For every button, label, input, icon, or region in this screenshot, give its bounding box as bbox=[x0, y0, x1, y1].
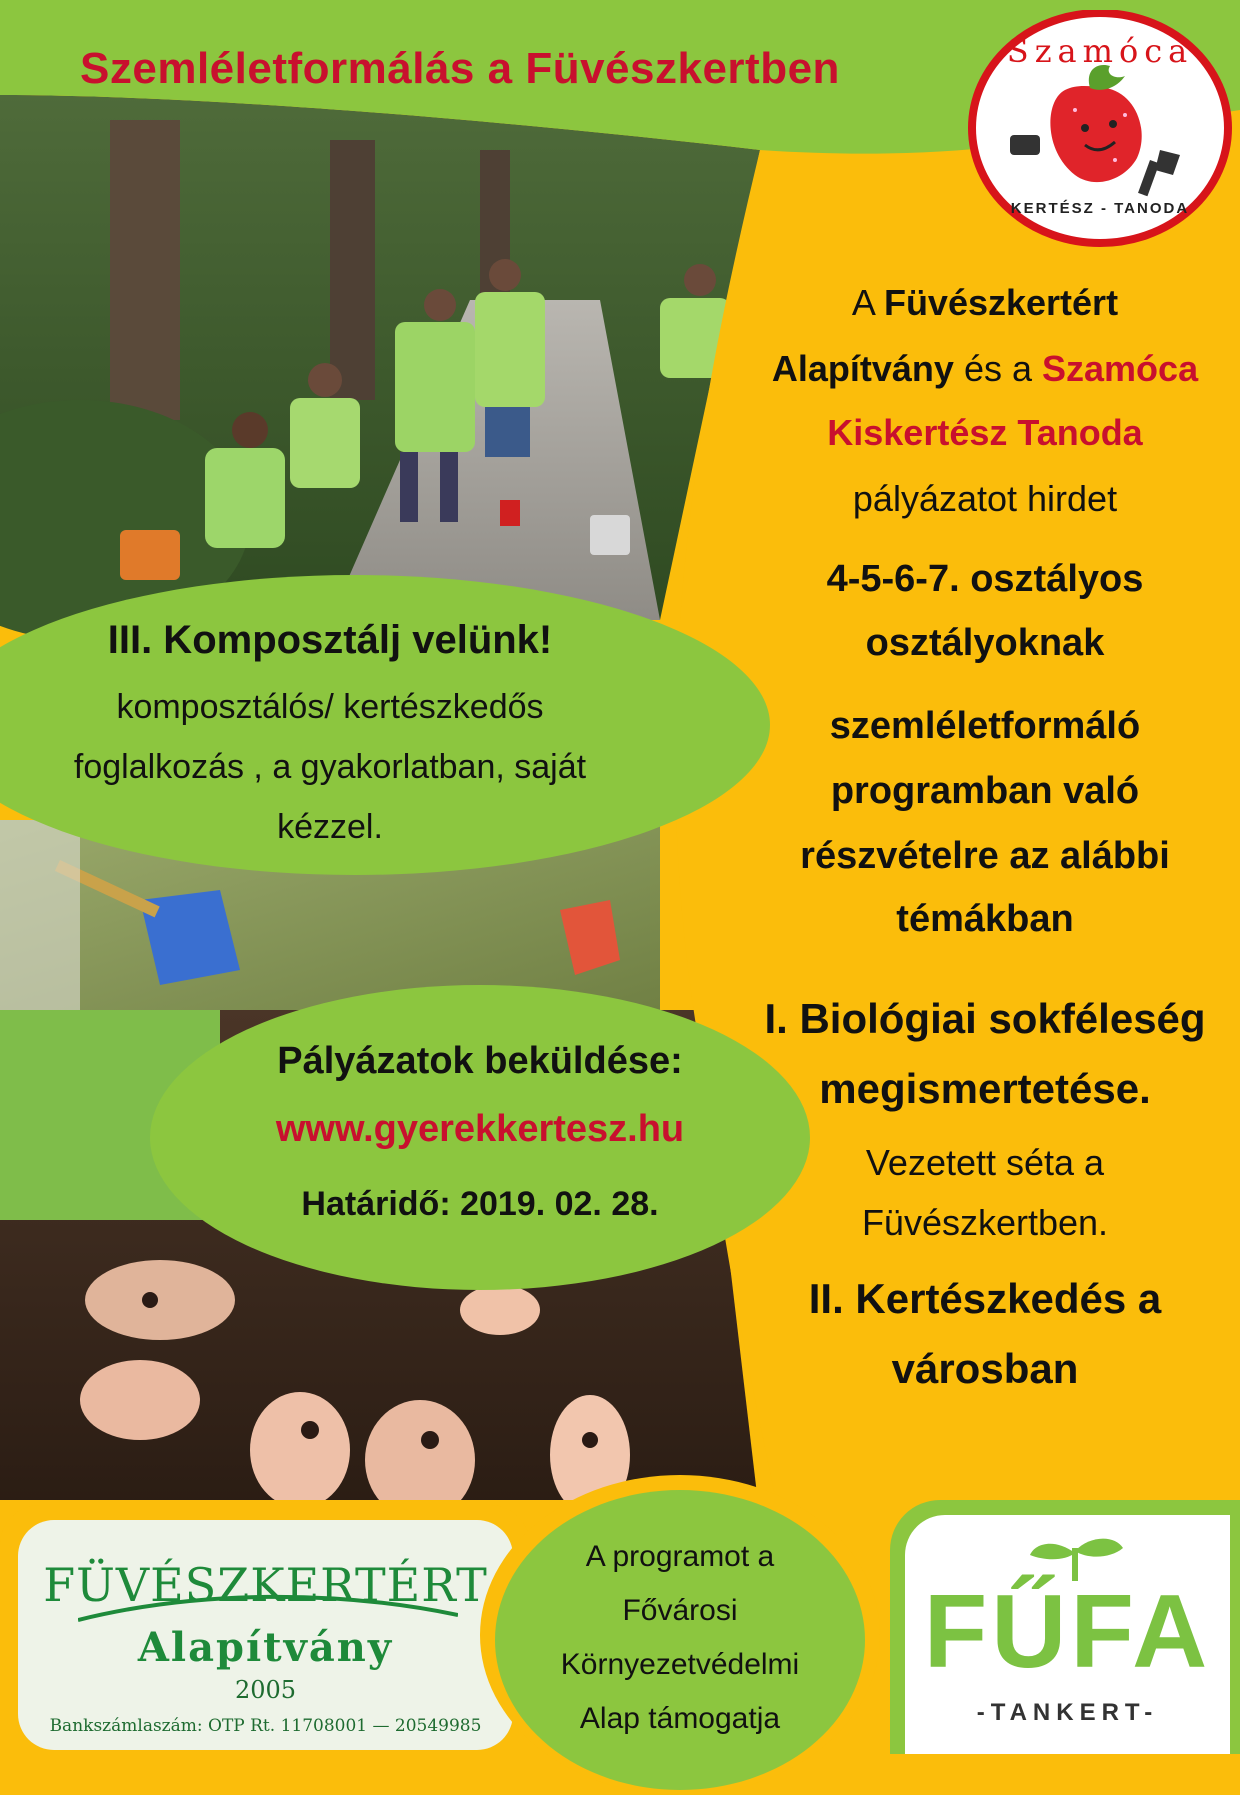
intro-foundation-word: Alapítvány bbox=[771, 348, 954, 389]
funder-line-4: Alap támogatja bbox=[579, 1702, 781, 1735]
topic3-desc-line-2: foglalkozás , a gyakorlatban, saját bbox=[73, 748, 587, 786]
fuveszkertert-bank-account: Bankszámlaszám: OTP Rt. 11708001 — 20549985 bbox=[49, 1716, 482, 1736]
fuveszkertert-logo-sub: Alapítvány bbox=[137, 1624, 394, 1671]
program-line-1: szemléletformáló bbox=[829, 705, 1141, 747]
topic1-desc-line-2: Füvészkertben. bbox=[861, 1202, 1109, 1243]
intro-szamoca: Szamóca bbox=[1042, 348, 1199, 389]
intro-prefix: A bbox=[851, 282, 884, 323]
fuveszkertert-logo-year: 2005 bbox=[234, 1676, 297, 1704]
intro-line-2 bbox=[740, 348, 1230, 390]
fuveszkertert-logo-name: FÜVÉSZKERTÉRT bbox=[43, 1558, 488, 1612]
topic1-desc-line-1: Vezetett séta a bbox=[865, 1142, 1105, 1183]
program-line-3: részvételre az alábbi bbox=[800, 835, 1170, 877]
szamoca-logo bbox=[965, 10, 1235, 250]
fuveszkertert-logo bbox=[18, 1520, 513, 1750]
topic3-title: III. Komposztálj velünk! bbox=[107, 618, 553, 662]
fufa-logo bbox=[905, 1515, 1230, 1754]
submission-label: Pályázatok beküldése: bbox=[277, 1040, 683, 1082]
szamoca-logo-title: Szamóca bbox=[1006, 32, 1194, 70]
target-classes: osztályoknak bbox=[865, 622, 1105, 664]
intro-school-name: Kiskertész Tanoda bbox=[827, 412, 1143, 453]
funder-circle bbox=[495, 1490, 865, 1790]
submission-url[interactable]: www.gyerekkertesz.hu bbox=[275, 1108, 685, 1150]
intro-line-1 bbox=[740, 282, 1230, 324]
szamoca-logo-subtitle: KERTÉSZ - TANODA bbox=[1010, 200, 1190, 217]
funder-line-1: A programot a bbox=[585, 1540, 775, 1573]
topic2-title-line-2: városban bbox=[891, 1345, 1079, 1392]
intro-announcement: pályázatot hirdet bbox=[852, 478, 1118, 519]
topic3-desc-line-1: komposztálós/ kertészkedős bbox=[116, 688, 544, 726]
page-title: Szemléletformálás a Füvészkertben bbox=[80, 44, 840, 93]
program-line-2: programban való bbox=[830, 770, 1140, 812]
topic1-title-line-1: I. Biológiai sokféleség bbox=[764, 995, 1206, 1042]
program-line-4: témákban bbox=[896, 898, 1074, 940]
topic1-title-line-2: megismertetése. bbox=[819, 1065, 1151, 1112]
intro-foundation-name: Füvészkertért bbox=[883, 282, 1119, 323]
park-photo bbox=[0, 95, 760, 640]
fufa-logo-sub: -TANKERT- bbox=[976, 1699, 1159, 1726]
target-grades: 4-5-6-7. osztályos bbox=[826, 558, 1144, 600]
submission-deadline: Határidő: 2019. 02. 28. bbox=[301, 1185, 659, 1223]
fufa-logo-name: FŰFA bbox=[923, 1574, 1212, 1690]
topic2-title-line-1: II. Kertészkedés a bbox=[808, 1275, 1162, 1322]
topic3-desc-line-3: kézzel. bbox=[277, 808, 383, 846]
funder-line-2: Fővárosi bbox=[622, 1594, 738, 1627]
intro-conjunction: és a bbox=[953, 348, 1043, 389]
funder-line-3: Környezetvédelmi bbox=[560, 1648, 800, 1681]
